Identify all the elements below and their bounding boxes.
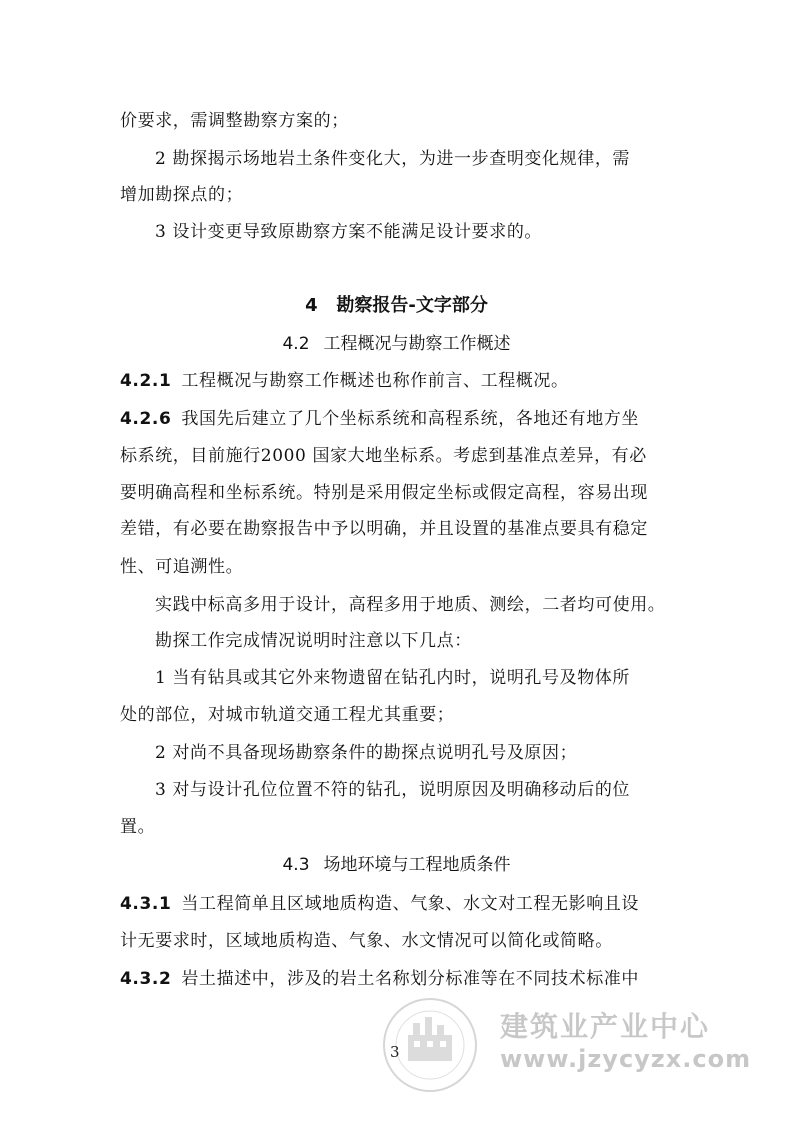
watermark-url: www.jzycyzx.com — [500, 1045, 752, 1073]
page-number: 3 — [390, 1043, 400, 1061]
paragraph-line: 标系统，目前施行2000 国家大地坐标系。考虑到基准点差异，有必 — [120, 446, 647, 466]
section-heading-4-2 — [0, 332, 793, 356]
paragraph-line: 要明确高程和坐标系统。特别是采用假定坐标或假定高程，容易出现 — [120, 483, 648, 503]
list-item: 3 对与设计孔位位置不符的钻孔，说明原因及明确移动后的位 — [155, 780, 631, 800]
clause-number: 4.3.1 — [120, 894, 172, 914]
paragraph-line: 性、可追溯性。 — [120, 557, 244, 577]
section-title: 工程概况与勘察工作概述 — [323, 334, 511, 354]
list-item: 1 当有钻具或其它外来物遗留在钻孔内时，说明孔号及物体所 — [155, 668, 631, 688]
section-number: 4.3 — [282, 855, 310, 875]
section-heading-4-3 — [0, 853, 793, 877]
clause-text: 我国先后建立了几个坐标系统和高程系统，各地还有地方坐 — [181, 409, 640, 429]
clause-number: 4.2.1 — [120, 371, 172, 391]
section-title: 场地环境与工程地质条件 — [323, 855, 511, 875]
paragraph-line: 计无要求时，区域地质构造、气象、水文情况可以简化或简略。 — [120, 931, 613, 951]
paragraph-line: 差错，有必要在勘察报告中予以明确，并且设置的基准点要具有稳定 — [120, 519, 648, 539]
paragraph-line: 3 设计变更导致原勘察方案不能满足设计要求的。 — [155, 222, 543, 242]
clause-4-2-1 — [120, 370, 674, 392]
clause-text: 岩土描述中，涉及的岩土名称划分标准等在不同技术标准中 — [181, 969, 640, 989]
section-heading-4 — [0, 294, 793, 318]
section-number: 4 — [305, 295, 318, 316]
paragraph-line: 增加勘探点的； — [120, 185, 244, 205]
watermark-title: 建筑业产业中心 — [500, 1010, 711, 1043]
clause-text: 当工程简单且区域地质构造、气象、水文对工程无影响且设 — [181, 894, 640, 914]
paragraph-line: 2 勘探揭示场地岩土条件变化大，为进一步查明变化规律，需 — [155, 149, 631, 169]
clause-4-3-1 — [120, 893, 674, 915]
paragraph-line: 勘探工作完成情况说明时注意以下几点： — [155, 631, 472, 651]
clause-4-2-6 — [120, 408, 674, 430]
section-number: 4.2 — [282, 334, 310, 354]
clause-text: 工程概况与勘察工作概述也称作前言、工程概况。 — [181, 371, 569, 391]
clause-number: 4.2.6 — [120, 409, 172, 429]
section-title: 勘察报告-文字部分 — [336, 295, 488, 316]
paragraph-line: 价要求，需调整勘察方案的； — [120, 111, 349, 131]
watermark — [375, 995, 752, 1095]
clause-number: 4.3.2 — [120, 969, 172, 989]
paragraph-line: 置。 — [120, 817, 156, 837]
paragraph-line: 处的部位，对城市轨道交通工程尤其重要； — [120, 705, 455, 725]
list-item: 2 对尚不具备现场勘察条件的勘探点说明孔号及原因； — [155, 743, 578, 763]
clause-4-3-2 — [120, 968, 674, 990]
paragraph-line: 实践中标高多用于设计，高程多用于地质、测绘，二者均可使用。 — [155, 595, 666, 615]
